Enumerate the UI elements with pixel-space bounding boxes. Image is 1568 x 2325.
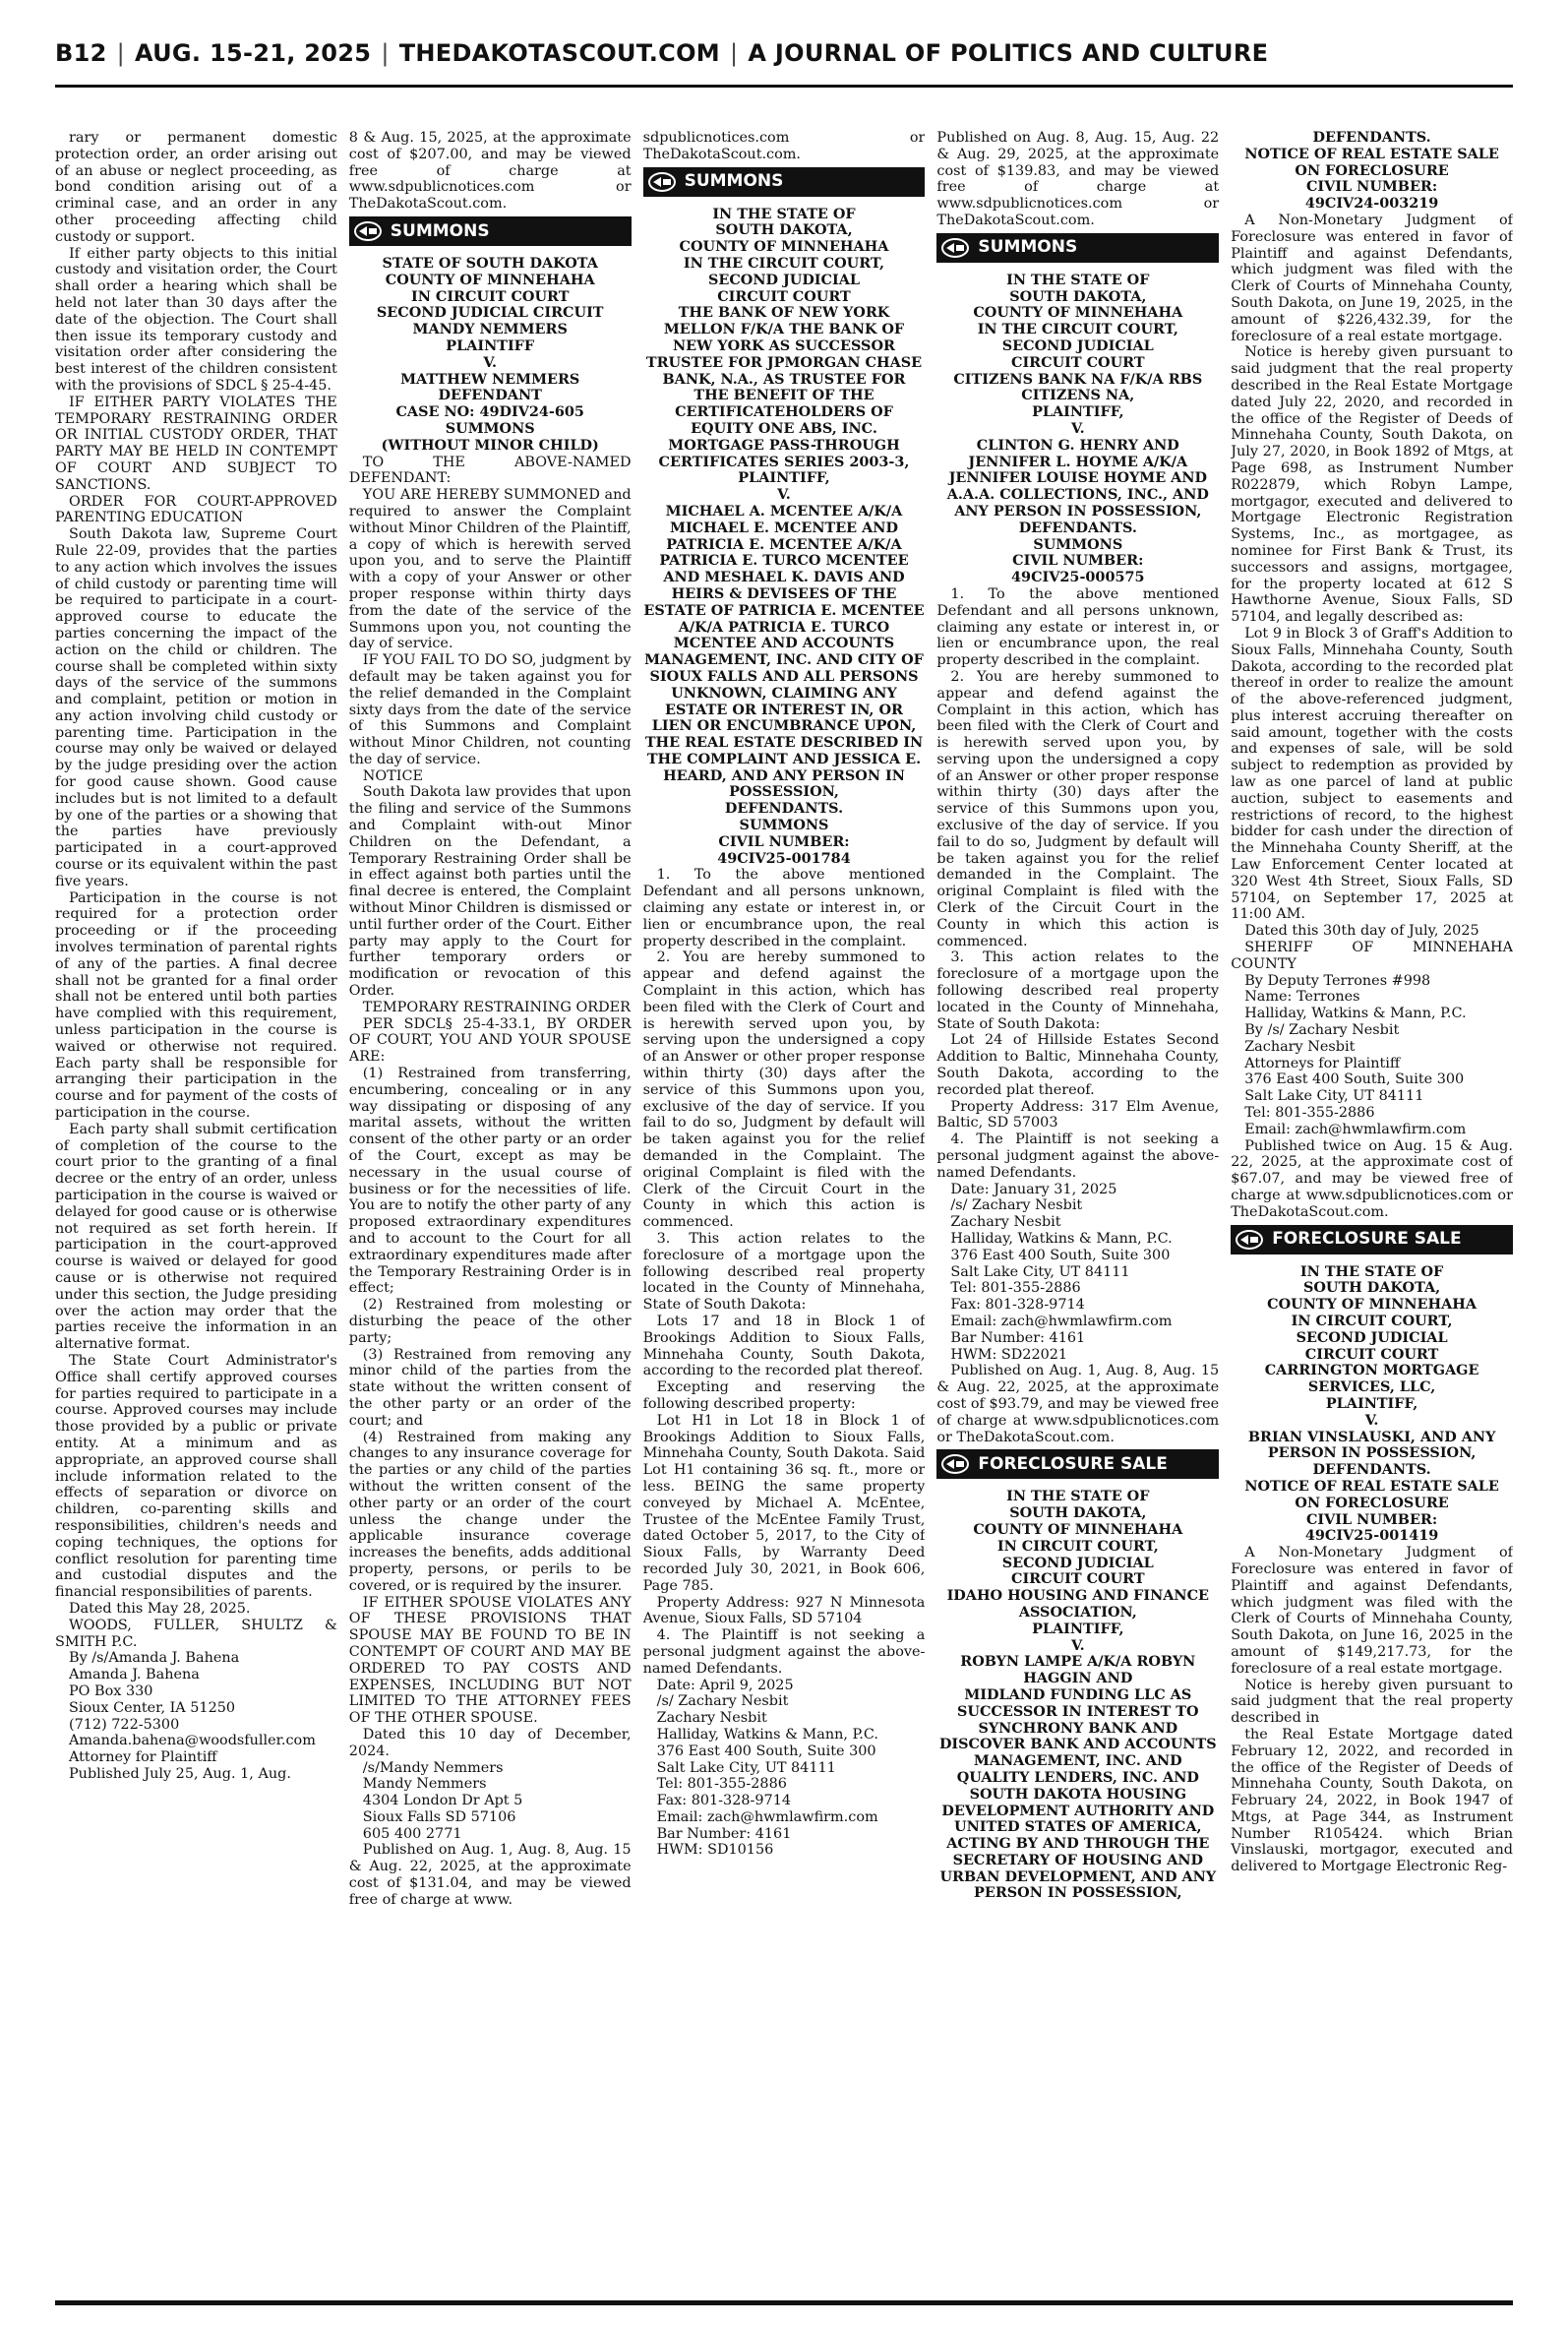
col2-caption-line: SECOND JUDICIAL CIRCUIT bbox=[376, 304, 604, 322]
col5-body-line: Email: zach@hwmlawfirm.com bbox=[1244, 1121, 1467, 1137]
col4-caption-line: DEFENDANTS. bbox=[1018, 519, 1137, 536]
col3-top: sdpublicnotices.com or TheDakotaScout.com. bbox=[642, 130, 926, 162]
banner-label: SUMMONS bbox=[684, 171, 784, 192]
col5-caption2-line: BRIAN VINSLAUSKI, AND ANY PERSON IN POSSESSION, bbox=[1247, 1428, 1496, 1462]
col5-body-line: Notice is hereby given pursuant to said judgment that the real property described in the Real Estate Mortgage dated July 22, 2020, and recorded in the office of the Register of Deeds of Minnehaha County, South Dakota, on July 27, 2020, in Book 1892 of Mtgs, at Page 698, as Instrument Number R022879, which Robyn Lampe, mortgagor, executed and delivered to Mortgage Electronic Registration Systems, Inc., as mortgagee, as nominee for First Bank & Trust, its successors and assigns, mortgagee, for the property located at 612 S Hawthorne Avenue, Sioux Falls, SD 57104, and legally described as: bbox=[1231, 344, 1513, 626]
banner-label: FORECLOSURE SALE bbox=[978, 1453, 1168, 1474]
col5-body-line: Name: Terrones bbox=[1244, 989, 1360, 1006]
col3-caption-line: IN THE CIRCUIT COURT, bbox=[683, 254, 885, 272]
col2-body-line: IF EITHER SPOUSE VIOLATES ANY OF THESE PROVISIONS THAT SPOUSE MAY BE FOUND TO BE IN CONTEMPT OF COURT AND MAY BE ORDERED TO PAY COSTS AND EXPENSES, INCLUDING BUT NOT LIMITED TO THE ATTORNEY FEES OF THE OTHER SPOUSE. bbox=[348, 1594, 632, 1727]
col5-caption2-line: 49CIV25-001419 bbox=[1304, 1527, 1439, 1545]
col4-body-line: Lot 24 of Hillside Estates Second Addition to Baltic, Minnehaha County, South Dakota, according to the recorded plat thereof. bbox=[936, 1032, 1220, 1098]
col2-caption-line: PLAINTIFF bbox=[446, 337, 535, 354]
page-header: B12 | AUG. 15-21, 2025 | THEDAKOTASCOUT.COM | A JOURNAL OF POLITICS AND CULTURE bbox=[55, 39, 1269, 67]
col2-body-line: TO THE ABOVE-NAMED DEFENDANT: bbox=[348, 454, 632, 487]
col4-body-line: Email: zach@hwmlawfirm.com bbox=[950, 1313, 1173, 1329]
col5-caption2-line: IN THE STATE OF bbox=[1299, 1262, 1444, 1280]
col1-line: Published July 25, Aug. 1, Aug. bbox=[69, 1765, 291, 1782]
col4-body-line: 376 East 400 South, Suite 300 bbox=[950, 1247, 1171, 1263]
col4-top: Published on Aug. 8, Aug. 15, Aug. 22 & Aug. 29, 2025, at the approximate cost of $139.83, and may be viewed free of charge at www.sdpublicnotices.com or TheDakotaScout.com. bbox=[936, 130, 1220, 228]
col2-body-line: 4304 London Dr Apt 5 bbox=[362, 1793, 523, 1809]
col4-body-line: Salt Lake City, UT 84111 bbox=[950, 1263, 1130, 1280]
col2-caption-line: DEFENDANT bbox=[438, 387, 542, 404]
notice-columns bbox=[55, 130, 1513, 2285]
col3-caption-line: THE BANK OF NEW YORK MELLON F/K/A THE BANK OF NEW YORK AS SUCCESSOR TRUSTEE FOR JPMORGAN CHASE BANK, N.A., AS TRUSTEE FOR THE BENEFIT OF THE CERTIFICATEHOLDERS OF EQUITY ONE ABS, INC. MORTGAGE PASS-THROUGH CERTIFICATES SERIES 2003-3, bbox=[645, 304, 923, 470]
col3-caption-line: SOUTH DAKOTA, bbox=[715, 221, 853, 239]
column-4 bbox=[936, 130, 1219, 2285]
col1-line: (712) 722-5300 bbox=[69, 1716, 180, 1733]
col3-caption-line: MICHAEL A. MCENTEE A/K/A MICHAEL E. MCENTEE AND PATRICIA E. MCENTEE A/K/A PATRICIA E. TURCO MCENTEE AND MESHAEL K. DAVIS AND HEIRS & DEVISEES OF THE ESTATE OF PATRICIA E. MCENTEE A/K/A PATRICIA E. TURCO MCENTEE AND ACCOUNTS MANAGEMENT, INC. AND CITY OF SIOUX FALLS AND ALL PERSONS UNKNOWN, CLAIMING ANY ESTATE OR INTEREST IN, OR LIEN OR ENCUMBRANCE UPON, THE REAL ESTATE DESCRIBED IN THE COMPLAINT AND JESSICA E. HEARD, AND ANY PERSON IN POSSESSION, bbox=[643, 502, 925, 801]
col1-line: Participation in the course is not required for a protection order proceeding or if the proceeding involves termination of parental rights of any of the parties. A final decree shall not be granted for a final order shall not be entered until both parties have complied with this requirement, unless participation in the course is waived or otherwise not required. Each party shall be responsible for arranging their participation in the course and for payment of the costs of participation in the course. bbox=[55, 889, 337, 1122]
col1-line: If either party objects to this initial custody and visitation order, the Court shall order a hearing which shall be held not later than 30 days after the date of the objection. The Court shall then issue its temporary custody and visitation order after considering the best interest of the children consistent with the provisions of SDCL § 25-4-45. bbox=[55, 245, 337, 394]
col4-caption2-line: IN THE STATE OF bbox=[1006, 1488, 1150, 1505]
col3-body-line: 4. The Plaintiff is not seeking a personal judgment against the above-named Defendants. bbox=[642, 1627, 926, 1677]
col2-body-line: (3) Restrained from removing any minor child of the parties from the state without the written consent of the other party or an order of the court; and bbox=[348, 1346, 632, 1429]
col1-line: Amanda.bahena@woodsfuller.com bbox=[69, 1733, 316, 1749]
col4-caption-line: SUMMONS bbox=[1033, 535, 1123, 553]
col4-caption-line: PLAINTIFF, bbox=[1032, 403, 1124, 421]
col5-body-line: Attorneys for Plaintiff bbox=[1244, 1055, 1401, 1071]
col3-caption-line: CIVIL NUMBER: bbox=[718, 832, 850, 850]
col3-caption-line: COUNTY OF MINNEHAHA bbox=[679, 238, 889, 256]
col5-body-line: A Non-Monetary Judgment of Foreclosure was entered in favor of Plaintiff and against Defendants, which judgment was filed with the Clerk of Courts of Minnehaha County, South Dakota, on June 19, 2025, in the amount of $226,432.39, for the foreclosure of a real estate mortgage. bbox=[1231, 212, 1513, 344]
column-1 bbox=[55, 130, 337, 2285]
col4-caption-line: SOUTH DAKOTA, bbox=[1009, 287, 1147, 305]
col4-caption-line: COUNTY OF MINNEHAHA bbox=[973, 304, 1183, 322]
col4-caption-line: 49CIV25-000575 bbox=[1011, 569, 1145, 586]
col5-body-line: Salt Lake City, UT 84111 bbox=[1244, 1088, 1424, 1105]
col4-caption2-line: CIRCUIT COURT bbox=[1011, 1570, 1145, 1588]
col4-body-line: HWM: SD22021 bbox=[950, 1346, 1068, 1363]
col5-caption2-line: SOUTH DAKOTA, bbox=[1302, 1279, 1441, 1297]
col5-caption2-line: IN CIRCUIT COURT, bbox=[1291, 1312, 1453, 1329]
col1-line: PO Box 330 bbox=[69, 1683, 153, 1699]
col2-caption-line: IN CIRCUIT COURT bbox=[410, 287, 570, 305]
col4-caption-line: CIVIL NUMBER: bbox=[1012, 552, 1144, 570]
col2-body-line: Mandy Nemmers bbox=[362, 1776, 487, 1793]
col4-body-line: Halliday, Watkins & Mann, P.C. bbox=[950, 1231, 1173, 1247]
col1-line: South Dakota law, Supreme Court Rule 22-09, provides that the parties to any action which involves the issues of child custody or parenting time will be required to participate in a court-approved course to educate the parties concerning the impact of the action on the child or children. The course shall be completed within sixty days of the service of the summons and complaint, petition or motion in any action involving child custody or parenting time. Participation in the course may only be waived or delayed by the judge presiding over the action for good cause shown. Good cause includes but is not limited to a default by one of the parties or a showing that the parties have previously participated in a court-approved course or its equivalent within the past five years. bbox=[55, 526, 337, 889]
col4-body-line: Date: January 31, 2025 bbox=[950, 1181, 1117, 1197]
col2-top: 8 & Aug. 15, 2025, at the approximate cost of $207.00, and may be viewed free of charge at www.sdpublicnotices.com or TheDakotaScout.com. bbox=[348, 130, 632, 213]
col3-caption-line: IN THE STATE OF bbox=[712, 205, 856, 222]
col1-line: Sioux Center, IA 51250 bbox=[69, 1699, 236, 1716]
col2-caption-line: SUMMONS bbox=[445, 419, 535, 437]
col4-caption2-line: SOUTH DAKOTA, bbox=[1009, 1504, 1147, 1522]
col5-caption-line: CIVIL NUMBER: bbox=[1305, 178, 1438, 196]
col1-line: IF EITHER PARTY VIOLATES THE TEMPORARY RESTRAINING ORDER OR INITIAL CUSTODY ORDER, THAT PARTY MAY BE HELD IN CONTEMPT OF COURT AND SUBJECT TO SANCTIONS. bbox=[55, 394, 337, 493]
col4-caption2-line: ROBYN LAMPE A/K/A ROBYN HAGGIN AND bbox=[960, 1653, 1196, 1687]
col2-caption-line: MANDY NEMMERS bbox=[412, 321, 568, 338]
summons-banner bbox=[349, 216, 632, 246]
col5-caption-line: 49CIV24-003219 bbox=[1304, 195, 1439, 213]
col2-body-line: Sioux Falls SD 57106 bbox=[362, 1808, 516, 1825]
col4-caption2-line: IN CIRCUIT COURT, bbox=[996, 1537, 1159, 1555]
col4-body-line: /s/ Zachary Nesbit bbox=[950, 1197, 1083, 1214]
scout-logo-icon bbox=[940, 1453, 970, 1475]
col5-caption-line: DEFENDANTS. bbox=[1312, 130, 1431, 146]
col1-line: Each party shall submit certification of completion of the course to the court prior to the granting of a final decree or the entry of an order, unless participation in the course is waived or delayed for good cause or is otherwise not required as set forth herein. If participation in the court-approved course is waived or delayed for good cause or is otherwise not required under this section, the Judge presiding over the action may order that the parties receive the information in an alternative format. bbox=[55, 1121, 337, 1353]
col4-caption-line: CIRCUIT COURT bbox=[1011, 353, 1145, 371]
col2-caption-line: (WITHOUT MINOR CHILD) bbox=[381, 436, 599, 454]
col2-caption-line: STATE OF SOUTH DAKOTA bbox=[382, 254, 598, 272]
summons-banner bbox=[936, 233, 1219, 263]
col3-caption-line: CIRCUIT COURT bbox=[717, 287, 851, 305]
col5-body-line: Halliday, Watkins & Mann, P.C. bbox=[1244, 1006, 1467, 1022]
col5-body2-line: A Non-Monetary Judgment of Foreclosure was entered in favor of Plaintiff and against Defendants, which judgment was filed with the Clerk of Courts of Minnehaha County, South Dakota, on June 16, 2025 in the amount of $149,217.73, for the foreclosure of a real estate mortgage. bbox=[1231, 1545, 1513, 1677]
col4-caption2-line: UNITED STATES OF AMERICA, ACTING BY AND THROUGH THE SECRETARY OF HOUSING AND URBAN DEVELOPMENT, AND ANY PERSON IN POSSESSION, bbox=[939, 1818, 1217, 1902]
col1-line: The State Court Administrator's Office shall certify approved courses for parties required to participate in a course. Approved courses may include those provided by a public or private entity. At a minimum and as appropriate, an approved course shall include information related to the effects of separation or divorce on children, co-parenting skills and responsibilities, children's needs and coping techniques, the options for conflict resolution for parenting time and custodial disputes and the financial responsibilities of parents. bbox=[55, 1352, 337, 1601]
col2-body-line: Published on Aug. 1, Aug. 8, Aug. 15 & Aug. 22, 2025, at the approximate cost of $131.04, and may be viewed free of charge at www. bbox=[348, 1842, 632, 1908]
col2-caption-line: MATTHEW NEMMERS bbox=[400, 370, 580, 388]
col4-body-line: Property Address: 317 Elm Avenue, Baltic, SD 57003 bbox=[936, 1098, 1220, 1132]
column-2 bbox=[349, 130, 632, 2285]
col4-body-line: 1. To the above mentioned Defendant and all persons unknown, claiming any estate or interest in, or lien or encumbrance upon, the real property described in the complaint. bbox=[936, 585, 1220, 669]
col3-body-line: 3. This action relates to the foreclosure of a mortgage upon the following described real property located in the County of Minnehaha, State of South Dakota: bbox=[642, 1231, 926, 1314]
col2-caption-line: COUNTY OF MINNEHAHA bbox=[385, 271, 595, 288]
col3-body-line: 376 East 400 South, Suite 300 bbox=[656, 1743, 876, 1759]
foreclosure-banner bbox=[936, 1449, 1219, 1479]
col5-body-line: Tel: 801-355-2886 bbox=[1244, 1105, 1375, 1122]
col3-body-line: 1. To the above mentioned Defendant and all persons unknown, claiming any estate or interest in, or lien or encumbrance upon, the real property described in the complaint. bbox=[642, 867, 926, 949]
col3-body-line: Fax: 801-328-9714 bbox=[656, 1793, 792, 1809]
col2-body-line: TEMPORARY RESTRAINING ORDER bbox=[362, 999, 631, 1015]
col4-caption2-line: IDAHO HOUSING AND FINANCE ASSOCIATION, bbox=[946, 1587, 1209, 1621]
col4-caption2-line: PLAINTIFF, bbox=[1032, 1620, 1124, 1637]
col2-body-line: IF YOU FAIL TO DO SO, judgment by default may be taken against you for the relief demanded in the Complaint sixty days from the date of the service of this Summons and Complaint without Minor Children, not counting the day of service. bbox=[348, 652, 632, 767]
col2-caption-line: V. bbox=[483, 353, 498, 371]
scout-logo-icon bbox=[1235, 1229, 1264, 1251]
col3-body-line: Salt Lake City, UT 84111 bbox=[656, 1759, 836, 1776]
col5-caption2-line: PLAINTIFF, bbox=[1325, 1394, 1418, 1412]
col4-caption-line: IN THE STATE OF bbox=[1006, 271, 1150, 288]
col4-body-line: 3. This action relates to the foreclosure of a mortgage upon the following described real property located in the County of Minnehaha, State of South Dakota: bbox=[936, 949, 1220, 1032]
col4-caption2-line: V. bbox=[1070, 1636, 1085, 1654]
col5-caption2-line: DEFENDANTS. bbox=[1312, 1461, 1431, 1479]
col1-line: rary or permanent domestic protection order, an order arising out of an abuse or neglect proceeding, as bond condition arising out of a criminal case, and an order in any other proceeding affecting child custody or support. bbox=[55, 130, 337, 245]
col2-body-line: PER SDCL§ 25-4-33.1, BY ORDER OF COURT, YOU AND YOUR SPOUSE ARE: bbox=[348, 1015, 632, 1066]
col2-body-line: 605 400 2771 bbox=[362, 1825, 462, 1842]
col4-body-line: Fax: 801-328-9714 bbox=[950, 1297, 1085, 1314]
col5-body-line: Published twice on Aug. 15 & Aug. 22, 2025, at the approximate cost of $67.07, and may be viewed free of charge at www.sdpublicnotices.com or TheDakotaScout.com. bbox=[1231, 1137, 1513, 1220]
col3-body-line: HWM: SD10156 bbox=[656, 1842, 774, 1859]
col4-caption-line: IN THE CIRCUIT COURT, bbox=[977, 321, 1178, 338]
col5-body2-line: the Real Estate Mortgage dated February 12, 2022, and recorded in the office of the Register of Deeds of Minnehaha County, South Dakota, on February 24, 2022, in Book 1947 of Mtgs, at Page 344, as Instrument Number R105424. which Brian Vinslauski, mortgagor, executed and delivered to Mortgage Electronic Reg- bbox=[1231, 1726, 1513, 1875]
col4-body-line: Zachary Nesbit bbox=[950, 1214, 1061, 1231]
col1-line: WOODS, FULLER, SHULTZ & SMITH P.C. bbox=[55, 1617, 337, 1650]
col3-caption-line: SECOND JUDICIAL bbox=[707, 271, 861, 288]
col2-body-line: South Dakota law provides that upon the filing and service of the Summons and Complaint with-out Minor Children on the Defendant, a Temporary Restraining Order shall be in effect against both parties until the final decree is entered, the Complaint without Minor Children is dismissed or until further order of the Court. Either party may apply to the Court for further temporary orders or modification or revocation of this Order. bbox=[348, 784, 632, 1000]
col2-body-line: Dated this 10 day of December, 2024. bbox=[348, 1726, 632, 1759]
col5-caption2-line: CARRINGTON MORTGAGE SERVICES, LLC, bbox=[1264, 1362, 1479, 1396]
col4-caption2-line: MIDLAND FUNDING LLC AS SUCCESSOR IN INTEREST TO SYNCHRONY BANK AND DISCOVER BANK AND ACCOUNTS MANAGEMENT, INC. AND QUALITY LENDERS, INC. AND SOUTH DAKOTA HOUSING DEVELOPMENT AUTHORITY AND bbox=[938, 1685, 1217, 1819]
col4-body-line: 4. The Plaintiff is not seeking a personal judgment against the above-named Defendants. bbox=[936, 1132, 1220, 1181]
summons-banner bbox=[643, 167, 926, 197]
col5-caption2-line: NOTICE OF REAL ESTATE SALE ON FORECLOSURE bbox=[1244, 1477, 1499, 1511]
col3-body-line: Excepting and reserving the following described property: bbox=[642, 1379, 926, 1412]
banner-label: FORECLOSURE SALE bbox=[1272, 1229, 1462, 1250]
scout-logo-icon bbox=[647, 171, 677, 193]
col4-body-line: Tel: 801-355-2886 bbox=[950, 1280, 1081, 1297]
col2-body-line: (4) Restrained from making any changes to any insurance coverage for the parties or any child of the parties without the written consent of the other party or an order of the court unless the change under the applicable insurance coverage increases the benefits, adds additional property, persons, or perils to be covered, or is required by the insurer. bbox=[348, 1429, 632, 1594]
col5-body-line: By Deputy Terrones #998 bbox=[1244, 972, 1431, 989]
col4-body-line: Bar Number: 4161 bbox=[950, 1329, 1086, 1346]
col3-body-line: Halliday, Watkins & Mann, P.C. bbox=[656, 1726, 878, 1743]
col2-caption-line: CASE NO: 49DIV24-605 bbox=[395, 403, 584, 421]
col5-body2-line: Notice is hereby given pursuant to said judgment that the real property described in bbox=[1231, 1677, 1513, 1727]
col1-line: Attorney for Plaintiff bbox=[69, 1749, 217, 1766]
col5-body-line: Lot 9 in Block 3 of Graff's Addition to Sioux Falls, Minnehaha County, South Dakota, according to the recorded plat thereof in order to realize the amount of the above-referenced judgment, plus interest accruing thereafter on said amount, together with the costs and expenses of sale, will be sold subject to redemption as provided by law as one parcel of land at public auction, subject to easements and restrictions of record, to the highest bidder for cash under the direction of the Minnehaha County Sheriff, at the Law Enforcement Center located at 320 West 4th Street, Sioux Falls, SD 57104, on September 17, 2025 at 11:00 AM. bbox=[1231, 625, 1513, 923]
col5-caption2-line: COUNTY OF MINNEHAHA bbox=[1267, 1296, 1478, 1314]
col4-caption-line: SECOND JUDICIAL bbox=[1001, 337, 1154, 354]
col3-body-line: Date: April 9, 2025 bbox=[656, 1677, 794, 1693]
col5-body-line: By /s/ Zachary Nesbit bbox=[1244, 1022, 1400, 1039]
col3-caption-line: V. bbox=[777, 486, 791, 504]
col5-body-line: 376 East 400 South, Suite 300 bbox=[1244, 1071, 1465, 1088]
col4-body-line: 2. You are hereby summoned to appear and defend against the Complaint in this action, which has been filed with the Clerk of Court and is herewith served upon you, by serving upon the undersigned a copy of an Answer or other proper response within thirty (30) days after the service of this Summons upon you, exclusive of the day of service. If you fail to do so, Judgment by default will be taken against you for the relief demanded in the Complaint. The original Complaint is filed with the Clerk of the Circuit Court in the County in which this action is commenced. bbox=[936, 668, 1220, 949]
col3-caption-line: 49CIV25-001784 bbox=[717, 849, 851, 867]
col1-line: Dated this May 28, 2025. bbox=[69, 1600, 251, 1617]
column-5 bbox=[1231, 130, 1513, 2285]
col2-body-line: (2) Restrained from molesting or disturbing the peace of the other party; bbox=[348, 1297, 632, 1346]
col3-caption-line: PLAINTIFF, bbox=[738, 469, 830, 487]
col4-caption-line: CLINTON G. HENRY AND JENNIFER L. HOYME A/K/A JENNIFER LOUISE HOYME AND A.A.A. COLLECTIONS, INC., AND ANY PERSON IN POSSESSION, bbox=[946, 436, 1209, 520]
col5-body-line: Dated this 30th day of July, 2025 bbox=[1244, 923, 1479, 940]
col5-caption-line: NOTICE OF REAL ESTATE SALE ON FORECLOSURE bbox=[1244, 145, 1499, 179]
col3-body-line: Zachary Nesbit bbox=[656, 1710, 767, 1727]
col5-caption2-line: V. bbox=[1364, 1411, 1379, 1429]
tagline: A JOURNAL OF POLITICS AND CULTURE bbox=[748, 39, 1269, 67]
col5-body-line: SHERIFF OF MINNEHAHA COUNTY bbox=[1231, 940, 1513, 972]
col3-body-line: Tel: 801-355-2886 bbox=[656, 1776, 787, 1793]
col3-body-line: Bar Number: 4161 bbox=[656, 1825, 792, 1842]
col4-body-line: Published on Aug. 1, Aug. 8, Aug. 15 & Aug. 22, 2025, at the approximate cost of $93.79, and may be viewed free of charge at www.sdpublicnotices.com or TheDakotaScout.com. bbox=[936, 1363, 1220, 1445]
col3-body-line: Property Address: 927 N Minnesota Avenue, Sioux Falls, SD 57104 bbox=[642, 1594, 926, 1627]
issue-date: AUG. 15-21, 2025 bbox=[134, 39, 372, 67]
col3-body-line: Lots 17 and 18 in Block 1 of Brookings Addition to Sioux Falls, Minnehaha County, South Dakota, according to the recorded plat thereof. bbox=[642, 1313, 926, 1379]
footer-rule bbox=[55, 2300, 1513, 2305]
column-3 bbox=[643, 130, 926, 2285]
col3-body-line: Lot H1 in Lot 18 in Block 1 of Brookings Addition to Sioux Falls, Minnehaha County, South Dakota. Said Lot H1 containing 36 sq. ft., more or less. BEING the same property conveyed by Michael A. McEntee, Trustee of the McEntee Family Trust, dated October 5, 2017, to the City of Sioux Falls, by Warranty Deed recorded July 30, 2021, in Book 606, Page 785. bbox=[642, 1412, 926, 1594]
scout-logo-icon bbox=[940, 237, 970, 259]
col2-body-line: NOTICE bbox=[362, 767, 423, 784]
col1-line: ORDER FOR COURT-APPROVED PARENTING EDUCATION bbox=[55, 493, 337, 526]
scout-logo-icon bbox=[353, 220, 383, 242]
foreclosure-banner bbox=[1231, 1225, 1513, 1254]
col4-caption-line: CITIZENS BANK NA F/K/A RBS CITIZENS NA, bbox=[953, 370, 1203, 404]
col4-caption2-line: COUNTY OF MINNEHAHA bbox=[973, 1520, 1183, 1538]
col1-line: By /s/Amanda J. Bahena bbox=[69, 1650, 240, 1667]
col2-body-line: (1) Restrained from transferring, encumbering, concealing or in any way dissipating or disposing of any marital assets, without the written consent of the other party or an order of the Court, except as may be necessary in the usual course of business or for the necessities of life. You are to notify the other party of any proposed extraordinary expenditures and to account to the Court for all extraordinary expenditures made after the Temporary Restraining Order is in effect; bbox=[348, 1066, 632, 1297]
col4-caption2-line: SECOND JUDICIAL bbox=[1001, 1554, 1154, 1571]
banner-label: SUMMONS bbox=[978, 237, 1078, 258]
header-rule bbox=[55, 85, 1513, 88]
col3-caption-line: SUMMONS bbox=[739, 817, 829, 834]
col3-body-line: 2. You are hereby summoned to appear and defend against the Complaint in this action, which has been filed with the Clerk of Court and is herewith served upon you, by serving upon the undersigned a copy of an Answer or other proper response within thirty (30) days after the service of this Summons upon you, exclusive of the day of service. If you fail to do so, Judgment by default will be taken against you for the relief demanded in the Complaint. The original Complaint is filed with the Clerk of the Circuit Court in the County in which this action is commenced. bbox=[642, 949, 926, 1231]
col4-caption-line: V. bbox=[1070, 419, 1085, 437]
col5-caption2-line: CIRCUIT COURT bbox=[1304, 1345, 1439, 1363]
col3-caption-line: DEFENDANTS. bbox=[724, 800, 844, 818]
col3-body-line: /s/ Zachary Nesbit bbox=[656, 1693, 789, 1710]
col2-body-line: YOU ARE HEREBY SUMMONED and required to answer the Complaint without Minor Children of the Plaintiff, a copy of which is herewith served upon you, and to serve the Plaintiff with a copy of your Answer or other proper response within thirty days from the date of the service of the Summons upon you, not counting the day of service. bbox=[348, 487, 632, 652]
col2-body-line: /s/Mandy Nemmers bbox=[362, 1759, 504, 1776]
page-number: B12 bbox=[55, 39, 107, 67]
col5-caption2-line: CIVIL NUMBER: bbox=[1305, 1510, 1438, 1528]
col5-caption2-line: SECOND JUDICIAL bbox=[1296, 1328, 1448, 1346]
banner-label: SUMMONS bbox=[390, 220, 490, 241]
col3-body-line: Email: zach@hwmlawfirm.com bbox=[656, 1808, 878, 1825]
col5-body-line: Zachary Nesbit bbox=[1244, 1038, 1356, 1055]
site-name: THEDAKOTASCOUT.COM bbox=[398, 39, 720, 67]
col1-line: Amanda J. Bahena bbox=[69, 1667, 200, 1683]
